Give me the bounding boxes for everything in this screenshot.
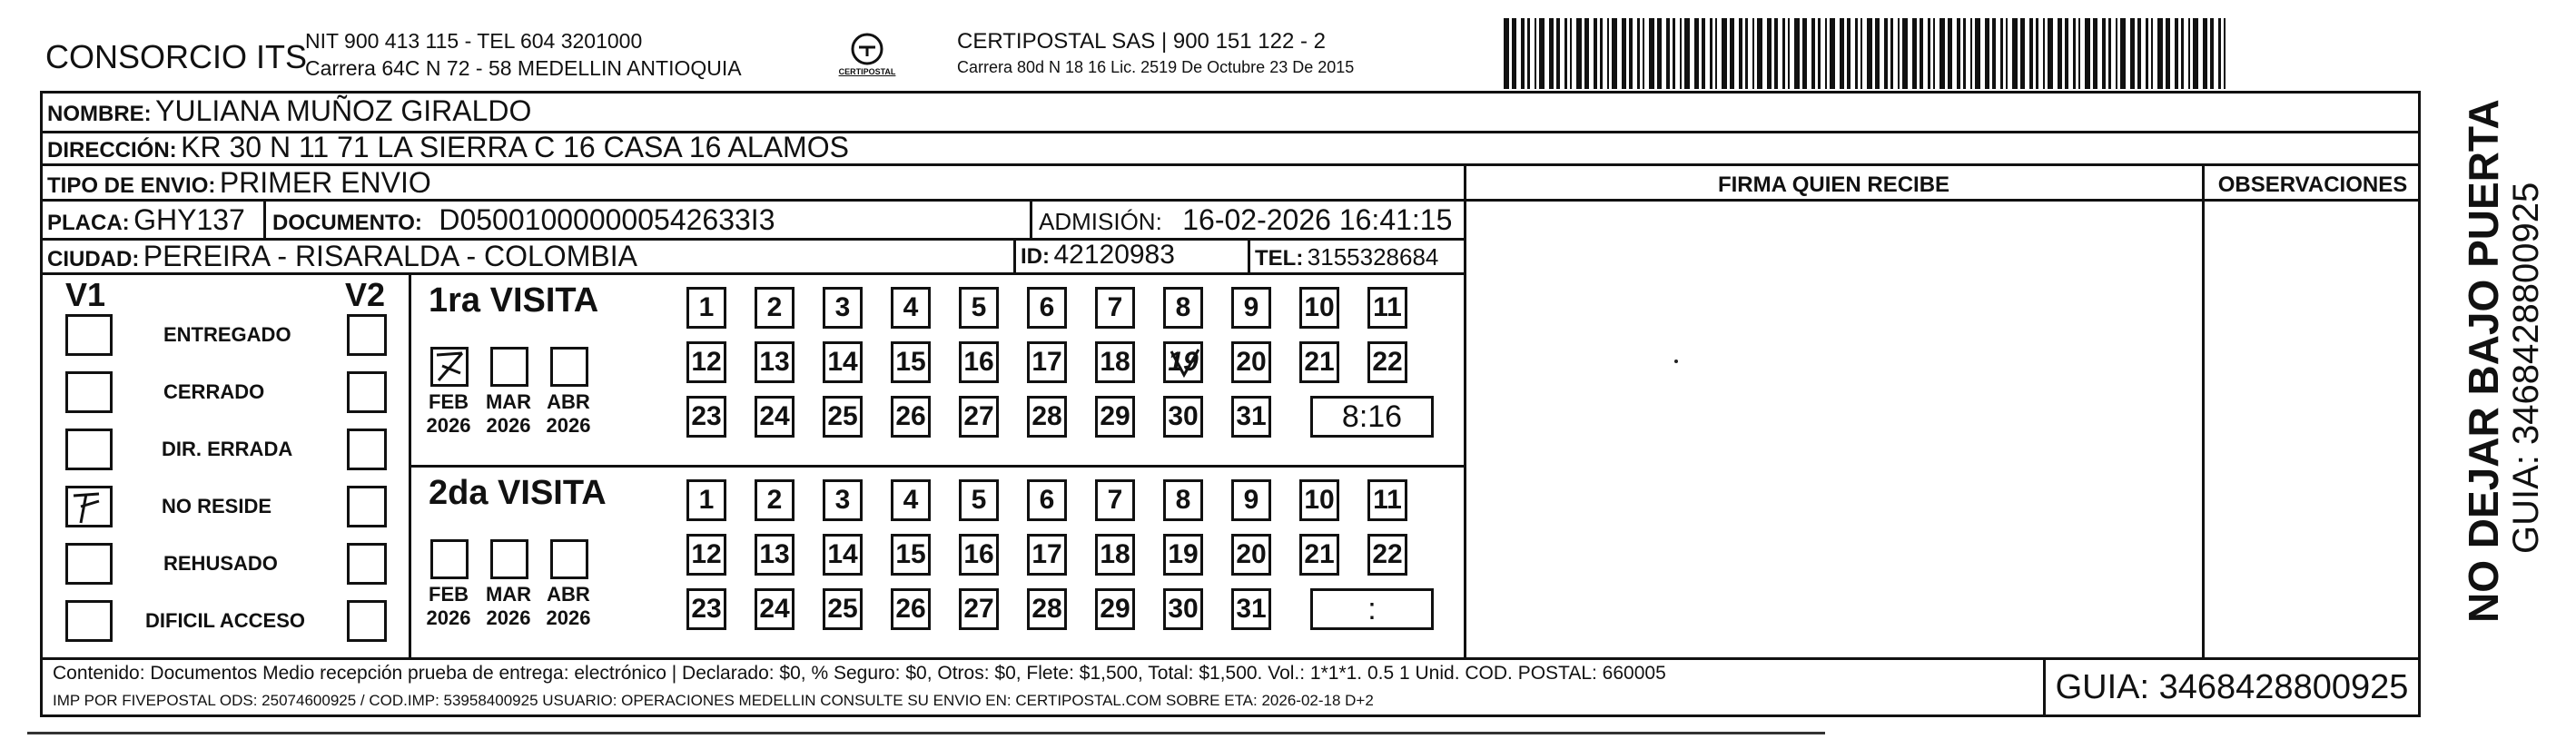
barcode-bar [2193, 18, 2198, 89]
admision-value: 16-02-2026 16:41:15 [1182, 203, 1453, 236]
month-year: 2026 [426, 414, 471, 437]
barcode-bar [2116, 18, 2117, 89]
v1-checkbox[interactable] [65, 486, 113, 527]
barcode-bar [1939, 18, 1945, 89]
signature-mark [1674, 360, 1678, 363]
day-cell[interactable]: 5 [959, 287, 999, 329]
barcode-bar [1512, 18, 1516, 89]
carrier-line1: CERTIPOSTAL SAS | 900 151 122 - 2 [957, 29, 1326, 54]
direccion-value: KR 30 N 11 71 LA SIERRA C 16 CASA 16 ALAMOS [181, 131, 849, 163]
day-cell[interactable]: 24 [755, 588, 795, 630]
day-cell[interactable]: 3 [823, 479, 863, 521]
direccion-row [47, 131, 849, 164]
barcode-bar [1539, 18, 1545, 89]
day-cell[interactable]: 19 [1163, 534, 1203, 576]
barcode-bar [1830, 18, 1835, 89]
v2-checkbox[interactable] [347, 543, 387, 585]
barcode-bar [1715, 18, 1717, 89]
day-cell[interactable]: 31 [1231, 396, 1271, 438]
day-cell[interactable]: 17 [1027, 534, 1067, 576]
barcode-bar [1556, 18, 1560, 89]
barcode-bar [1607, 18, 1609, 89]
barcode-bar [1584, 18, 1589, 89]
day-cell[interactable]: 6 [1027, 287, 1067, 329]
side-guia: GUIA: 3468428800925 [2506, 182, 2546, 554]
day-cell[interactable]: 25 [823, 396, 863, 438]
v1-checkbox[interactable] [65, 600, 113, 642]
day-cell[interactable]: 20 [1231, 534, 1271, 576]
day-cell[interactable]: 15 [891, 534, 931, 576]
barcode-bar [1730, 18, 1734, 89]
barcode-bar [2006, 18, 2008, 89]
barcode-bar [2020, 18, 2025, 89]
day-cell[interactable]: 28 [1027, 396, 1067, 438]
day-cell[interactable]: 23 [686, 396, 726, 438]
day-cell[interactable]: 18 [1095, 534, 1135, 576]
placa-row [47, 203, 245, 237]
ciudad-label: CIUDAD: [47, 247, 140, 271]
day-cell[interactable]: 29 [1095, 396, 1135, 438]
day-cell[interactable]: 11 [1367, 287, 1407, 329]
day-cell[interactable]: 25 [823, 588, 863, 630]
v2-label: V2 [345, 276, 386, 313]
barcode-bar [1504, 18, 1509, 89]
firma-header: FIRMA QUIEN RECIBE [1717, 172, 1950, 197]
status-label: CERRADO [163, 380, 265, 403]
barcode-bar [2012, 18, 2018, 89]
barcode-bar [1867, 18, 1872, 89]
company-info-line1: NIT 900 413 115 - TEL 604 3201000 [305, 29, 643, 53]
day-cell[interactable]: 23 [686, 588, 726, 630]
day-cell[interactable]: 12 [686, 341, 726, 383]
barcode-bar [1549, 18, 1554, 89]
barcode-bar [1521, 18, 1525, 89]
month-name: FEB [429, 583, 469, 606]
barcode-bar [1702, 18, 1705, 89]
barcode-bar [1912, 18, 1917, 89]
barcode-bar [1847, 18, 1851, 89]
day-cell[interactable]: 21 [1299, 534, 1339, 576]
barcode-bar [1564, 18, 1567, 89]
barcode-bar [1975, 18, 1980, 89]
month-label [419, 583, 478, 630]
barcode-bar [2043, 18, 2045, 89]
day-cell[interactable]: 7 [1095, 287, 1135, 329]
tel-row [1255, 243, 1438, 271]
day-cell[interactable]: 29 [1095, 588, 1135, 630]
barcode-bar [1594, 18, 1597, 89]
barcode-bar [1963, 18, 1966, 89]
month-year: 2026 [546, 414, 591, 437]
barcode-bar [1600, 18, 1603, 89]
v2-checkbox[interactable] [347, 486, 387, 527]
day-cell[interactable]: 2 [755, 287, 795, 329]
id-row [1021, 240, 1175, 271]
day-cell[interactable]: 15 [891, 341, 931, 383]
day-cell[interactable]: 2 [755, 479, 795, 521]
month-name: ABR [547, 390, 590, 413]
day-cell[interactable]: 16 [959, 341, 999, 383]
status-label: ENTREGADO [163, 323, 291, 346]
ciudad-row [47, 240, 637, 273]
barcode-bar [1948, 18, 1952, 89]
id-label: ID: [1021, 244, 1050, 269]
month-name: FEB [429, 390, 469, 413]
v2-checkbox[interactable] [347, 600, 387, 642]
day-cell[interactable]: 22 [1367, 341, 1407, 383]
month-label [419, 390, 478, 438]
barcode-bar [2166, 18, 2170, 89]
barcode-bar [2146, 18, 2148, 89]
tipo-row [47, 166, 431, 200]
month-checkbox[interactable] [430, 347, 469, 387]
barcode-bar [1957, 18, 1960, 89]
company-name: CONSORCIO ITS [45, 38, 308, 75]
v2-checkbox[interactable] [347, 314, 387, 356]
nombre-value: YULIANA MUÑOZ GIRALDO [155, 94, 532, 127]
day-cell[interactable]: 28 [1027, 588, 1067, 630]
barcode-bar [1802, 18, 1807, 89]
day-cell[interactable]: 13 [755, 341, 795, 383]
check-mark-icon [68, 488, 110, 525]
barcode-bar [2137, 18, 2141, 89]
nombre-row [47, 94, 531, 128]
barcode-bar [1745, 18, 1748, 89]
day-cell[interactable]: 3 [823, 287, 863, 329]
day-cell[interactable]: 5 [959, 479, 999, 521]
status-label: DIR. ERRADA [162, 438, 293, 460]
nombre-label: NOMBRE: [47, 102, 152, 126]
barcode-bar [1576, 18, 1582, 89]
v1-checkbox[interactable] [65, 543, 113, 585]
tel-label: TEL: [1255, 246, 1304, 271]
day-cell[interactable]: 9 [1231, 287, 1271, 329]
day-cell[interactable]: 20 [1231, 341, 1271, 383]
day-cell[interactable]: 17 [1027, 341, 1067, 383]
month-label [539, 583, 597, 630]
day-cell[interactable]: 4 [891, 287, 931, 329]
ciudad-value: PEREIRA - RISARALDA - COLOMBIA [143, 240, 637, 272]
barcode-bar [1722, 18, 1727, 89]
observaciones-header: OBSERVACIONES [2217, 172, 2408, 197]
footer-contenido: Contenido: Documentos Medio recepción prueba de entrega: electrónico | Declarado: $0, % Seguro: $0, Otros: $0, Flete: $1,500, Total: $1,500. Vol.: 1*1*1. 0.5 1 Unid. COD. POSTAL: 660005 [53, 663, 1666, 684]
status-label: NO RESIDE [162, 495, 272, 517]
day-cell[interactable]: 13 [755, 534, 795, 576]
barcode-bar [1535, 18, 1536, 89]
day-cell[interactable]: 24 [755, 396, 795, 438]
barcode-bar [1694, 18, 1699, 89]
month-label [479, 583, 538, 630]
barcode [1504, 18, 2230, 89]
barcode-bar [1818, 18, 1821, 89]
barcode-bar [1649, 18, 1654, 89]
barcode-bar [2224, 18, 2226, 89]
barcode-bar [2029, 18, 2033, 89]
barcode-bar [1710, 18, 1712, 89]
v2-checkbox[interactable] [347, 429, 387, 470]
barcode-bar [1782, 18, 1785, 89]
direccion-label: DIRECCIÓN: [47, 138, 177, 163]
month-year: 2026 [426, 606, 471, 629]
barcode-bar [1767, 18, 1772, 89]
barcode-bar [1629, 18, 1633, 89]
day-cell[interactable]: 31 [1231, 588, 1271, 630]
barcode-bar [1985, 18, 1989, 89]
barcode-bar [1684, 18, 1690, 89]
barcode-bar [1739, 18, 1742, 89]
barcode-bar [1992, 18, 1996, 89]
barcode-bar [1920, 18, 1923, 89]
month-checkbox[interactable] [490, 347, 528, 387]
status-label: DIFICIL ACCESO [145, 609, 306, 632]
barcode-bar [1855, 18, 1858, 89]
day-cell[interactable]: 19 [1163, 341, 1203, 383]
barcode-bar [2085, 18, 2090, 89]
tipo-label: TIPO DE ENVIO: [47, 173, 216, 198]
barcode-bar [2102, 18, 2106, 89]
barcode-bar [1811, 18, 1815, 89]
barcode-bar [2093, 18, 2097, 89]
barcode-bar [1774, 18, 1778, 89]
day-cell[interactable]: 10 [1299, 287, 1339, 329]
barcode-bar [1840, 18, 1844, 89]
barcode-bar [1825, 18, 1827, 89]
month-checkbox[interactable] [550, 347, 588, 387]
barcode-bar [2175, 18, 2178, 89]
time-field[interactable]: 8:16 [1310, 396, 1434, 438]
certipostal-logo-text: CERTIPOSTAL [838, 67, 896, 76]
company-info-line2: Carrera 64C N 72 - 58 MEDELLIN ANTIOQUIA [305, 56, 742, 80]
barcode-bar [1933, 18, 1935, 89]
day-cell[interactable]: 27 [959, 588, 999, 630]
day-cell[interactable]: 21 [1299, 341, 1339, 383]
day-cell[interactable]: 18 [1095, 341, 1135, 383]
day-cell[interactable]: 6 [1027, 479, 1067, 521]
day-cell[interactable]: 14 [823, 341, 863, 383]
barcode-bar [1884, 18, 1888, 89]
day-cell[interactable]: 26 [891, 396, 931, 438]
day-cell[interactable]: 27 [959, 396, 999, 438]
barcode-bar [1788, 18, 1790, 89]
barcode-bar [2210, 18, 2214, 89]
side-notice: NO DEJAR BAJO PUERTA [2460, 99, 2507, 623]
footer-guia: GUIA: 3468428800925 [2055, 668, 2409, 706]
day-cell[interactable]: 30 [1163, 396, 1203, 438]
barcode-bar [2078, 18, 2080, 89]
day-cell[interactable]: 14 [823, 534, 863, 576]
barcode-bar [1902, 18, 1908, 89]
barcode-bar [1612, 18, 1617, 89]
barcode-bar [2036, 18, 2038, 89]
barcode-bar [1970, 18, 1972, 89]
certipostal-logo [835, 31, 899, 81]
time-field[interactable]: : [1310, 588, 1434, 630]
month-name: ABR [547, 583, 590, 606]
day-cell[interactable]: 8 [1163, 479, 1203, 521]
barcode-bar [1666, 18, 1670, 89]
day-cell[interactable]: 4 [891, 479, 931, 521]
barcode-bar [1657, 18, 1662, 89]
admision-row [1039, 203, 1452, 237]
barcode-bar [1570, 18, 1572, 89]
month-checkbox[interactable] [490, 539, 528, 579]
carrier-line2: Carrera 80d N 18 16 Lic. 2519 De Octubre 23 De 2015 [957, 58, 1355, 76]
barcode-bar [2048, 18, 2053, 89]
page-bottom-line [27, 732, 1825, 734]
v1-checkbox[interactable] [65, 429, 113, 470]
day-cell[interactable]: 9 [1231, 479, 1271, 521]
barcode-bar [1860, 18, 1862, 89]
barcode-bar [1673, 18, 1675, 89]
v1-label: V1 [65, 276, 106, 313]
barcode-bar [2120, 18, 2126, 89]
barcode-bar [2073, 18, 2076, 89]
month-checkbox[interactable] [550, 539, 588, 579]
day-cell[interactable]: 10 [1299, 479, 1339, 521]
barcode-bar [1890, 18, 1893, 89]
v1-checkbox[interactable] [65, 314, 113, 356]
v2-checkbox[interactable] [347, 371, 387, 413]
day-cell[interactable]: 22 [1367, 534, 1407, 576]
barcode-bar [1622, 18, 1626, 89]
day-mark-icon [1168, 346, 1202, 380]
status-label: REHUSADO [163, 552, 278, 575]
footer-imp: IMP POR FIVEPOSTAL ODS: 25074600925 / COD.IMP: 53958400925 USUARIO: OPERACIONES MEDELLIN CONSULTE SU ENVIO EN: CERTIPOSTAL.COM SOBRE ETA: 2026-02-18 D+2 [53, 692, 1374, 709]
barcode-bar [2058, 18, 2062, 89]
documento-row [272, 203, 775, 237]
day-cell[interactable]: 16 [959, 534, 999, 576]
barcode-bar [1898, 18, 1900, 89]
barcode-bar [2130, 18, 2135, 89]
month-year: 2026 [486, 414, 531, 437]
first-visit-title: 1ra VISITA [429, 281, 599, 320]
day-cell[interactable]: 7 [1095, 479, 1135, 521]
month-name: MAR [485, 390, 532, 413]
barcode-bar [1637, 18, 1640, 89]
day-cell[interactable]: 30 [1163, 588, 1203, 630]
barcode-bar [1527, 18, 1530, 89]
barcode-bar [2151, 18, 2153, 89]
day-cell[interactable]: 11 [1367, 479, 1407, 521]
admision-label: ADMISIÓN: [1039, 208, 1162, 235]
barcode-bar [1680, 18, 1682, 89]
barcode-bar [2065, 18, 2068, 89]
month-label [539, 390, 597, 438]
month-checkbox[interactable] [430, 539, 469, 579]
barcode-bar [2188, 18, 2190, 89]
id-value: 42120983 [1053, 240, 1175, 270]
day-cell[interactable]: 1 [686, 287, 726, 329]
placa-label: PLACA: [47, 211, 130, 235]
month-year: 2026 [546, 606, 591, 629]
barcode-bar [2218, 18, 2221, 89]
day-cell[interactable]: 12 [686, 534, 726, 576]
day-cell[interactable]: 1 [686, 479, 726, 521]
barcode-bar [1757, 18, 1762, 89]
barcode-bar [2181, 18, 2184, 89]
day-cell[interactable]: 26 [891, 588, 931, 630]
barcode-bar [1794, 18, 1800, 89]
month-label [479, 390, 538, 438]
documento-label: DOCUMENTO: [272, 211, 422, 235]
check-mark-icon [433, 350, 466, 384]
tipo-value: PRIMER ENVIO [219, 166, 431, 199]
placa-value: GHY137 [133, 203, 245, 236]
month-name: MAR [485, 583, 532, 606]
day-cell[interactable]: 8 [1163, 287, 1203, 329]
barcode-bar [1875, 18, 1880, 89]
documento-value: D050010000000542633I3 [439, 203, 775, 236]
barcode-bar [2203, 18, 2207, 89]
month-year: 2026 [486, 606, 531, 629]
barcode-bar [2157, 18, 2163, 89]
second-visit-title: 2da VISITA [429, 474, 607, 512]
barcode-bar [1752, 18, 1754, 89]
barcode-bar [1928, 18, 1930, 89]
barcode-bar [1643, 18, 1644, 89]
barcode-bar [2000, 18, 2003, 89]
v1-checkbox[interactable] [65, 371, 113, 413]
tel-value: 3155328684 [1307, 243, 1439, 271]
barcode-bar [2108, 18, 2111, 89]
